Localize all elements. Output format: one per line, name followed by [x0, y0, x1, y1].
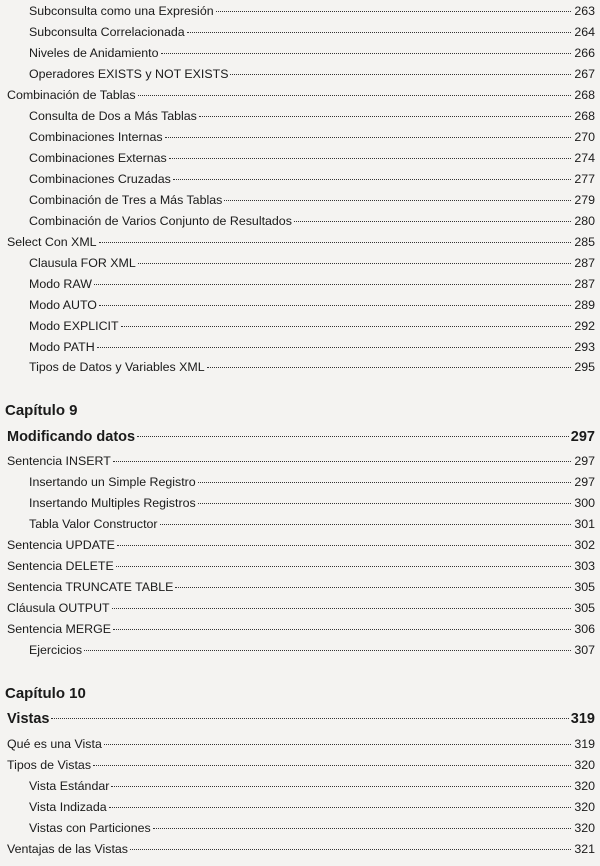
dot-leader	[160, 524, 571, 525]
toc-page-number: 302	[574, 538, 595, 552]
toc-entry-title: Consulta de Dos a Más Tablas	[29, 109, 197, 123]
toc-page-number: 285	[574, 235, 595, 249]
toc-entry-title: Cláusula OUTPUT	[7, 601, 110, 615]
toc-entry-title: Sentencia TRUNCATE TABLE	[7, 580, 174, 594]
toc-entry-title: Qué es una Vista	[7, 737, 102, 751]
toc-entry-niveles-de-anidamiento	[29, 46, 595, 60]
toc-entry-title: Tipos de Vistas	[7, 758, 92, 772]
toc-page-number: 300	[574, 496, 595, 510]
dot-leader	[117, 545, 571, 546]
toc-entry-vista-estandar	[29, 779, 595, 793]
toc-section-modificando-datos	[7, 430, 595, 444]
toc-entry-modo-explicit	[29, 319, 595, 333]
toc-entry-sentencia-truncate-table	[7, 580, 595, 594]
toc-page-number: 274	[574, 151, 595, 165]
toc-page-number: 305	[574, 580, 595, 594]
toc-entry-title: Sentencia DELETE	[7, 559, 114, 573]
dot-leader	[113, 629, 571, 630]
toc-page-number: 297	[574, 475, 595, 489]
toc-entry-title: Sentencia INSERT	[7, 454, 111, 468]
toc-entry-title: Combinación de Tablas	[7, 88, 136, 102]
dot-leader	[224, 200, 571, 201]
toc-page-number: 297	[570, 429, 595, 445]
toc-entry-tabla-valor-constructor	[29, 517, 595, 531]
toc-entry-title: Sentencia UPDATE	[7, 538, 115, 552]
toc-entry-title: Ejercicios	[29, 643, 83, 657]
dot-leader	[99, 305, 571, 306]
toc-page-number: 279	[574, 193, 595, 207]
toc-entry-insertando-un-simple-registro	[29, 475, 595, 489]
toc-entry-title: Combinaciones Externas	[29, 151, 167, 165]
chapter-heading: Capítulo 9	[5, 402, 78, 419]
toc-entry-clausula-for-xml	[29, 256, 595, 270]
toc-page-number: 287	[574, 277, 595, 291]
dot-leader	[153, 828, 571, 829]
toc-entry-vistas-con-particiones	[29, 821, 595, 835]
toc-entry-combinacion-de-tres-a-mas-tablas	[29, 193, 595, 207]
toc-entry-title: Niveles de Anidamiento	[29, 46, 159, 60]
dot-leader	[198, 482, 571, 483]
dot-leader	[138, 263, 571, 264]
dot-leader	[230, 74, 571, 75]
toc-entry-title: Modo AUTO	[29, 298, 97, 312]
dot-leader	[113, 461, 571, 462]
dot-leader	[51, 718, 568, 719]
dot-leader	[207, 367, 571, 368]
toc-page-number: 301	[574, 517, 595, 531]
toc-entry-tipos-de-vistas	[7, 758, 595, 772]
toc-entry-ejercicios	[29, 643, 595, 657]
toc-section-vistas	[7, 712, 595, 726]
toc-entry-operadores-exists-y-not-exists	[29, 67, 595, 81]
toc-entry-title: Subconsulta Correlacionada	[29, 25, 185, 39]
toc-entry-subconsulta-como-una-expresion	[29, 4, 595, 18]
toc-entry-combinacion-de-tablas	[7, 88, 595, 102]
dot-leader	[99, 242, 571, 243]
dot-leader	[94, 284, 571, 285]
toc-page-number: 280	[574, 214, 595, 228]
toc-page-number: 320	[574, 779, 595, 793]
toc-entry-title: Operadores EXISTS y NOT EXISTS	[29, 67, 229, 81]
toc-page-number: 320	[574, 821, 595, 835]
dot-leader	[161, 53, 572, 54]
dot-leader	[111, 786, 571, 787]
toc-entry-clausula-output	[7, 601, 595, 615]
dot-leader	[116, 566, 571, 567]
dot-leader	[169, 158, 571, 159]
toc-entry-title: Clausula FOR XML	[29, 256, 136, 270]
dot-leader	[93, 765, 571, 766]
toc-entry-title: Tabla Valor Constructor	[29, 517, 158, 531]
toc-entry-modo-path	[29, 340, 595, 354]
toc-page-number: 267	[574, 67, 595, 81]
dot-leader	[216, 11, 571, 12]
toc-entry-title: Subconsulta como una Expresión	[29, 4, 214, 18]
toc-entry-title: Tipos de Datos y Variables XML	[29, 360, 205, 374]
toc-entry-title: Modo PATH	[29, 340, 95, 354]
toc-page-number: 320	[574, 758, 595, 772]
toc-page-number: 303	[574, 559, 595, 573]
toc-entry-vista-indizada	[29, 800, 595, 814]
toc-entry-title: Vistas	[7, 711, 50, 727]
toc-entry-combinaciones-cruzadas	[29, 172, 595, 186]
toc-entry-title: Ventajas de las Vistas	[7, 842, 129, 856]
dot-leader	[175, 587, 571, 588]
toc-page-number: 295	[574, 360, 595, 374]
dot-leader	[121, 326, 571, 327]
toc-entry-title: Combinación de Tres a Más Tablas	[29, 193, 223, 207]
toc-page-number: 293	[574, 340, 595, 354]
toc-page-number: 321	[574, 842, 595, 856]
toc-entry-title: Vista Estándar	[29, 779, 110, 793]
dot-leader	[112, 608, 571, 609]
toc-entry-modo-raw	[29, 277, 595, 291]
dot-leader	[97, 347, 571, 348]
toc-page-number: 268	[574, 88, 595, 102]
toc-page-number: 320	[574, 800, 595, 814]
toc-entry-title: Combinaciones Cruzadas	[29, 172, 171, 186]
dot-leader	[104, 744, 571, 745]
toc-entry-title: Modo EXPLICIT	[29, 319, 119, 333]
toc-entry-title: Select Con XML	[7, 235, 97, 249]
toc-entry-sentencia-update	[7, 538, 595, 552]
toc-entry-combinaciones-internas	[29, 130, 595, 144]
dot-leader	[137, 436, 569, 437]
toc-entry-insertando-multiples-registros	[29, 496, 595, 510]
toc-entry-modo-auto	[29, 298, 595, 312]
toc-page-number: 270	[574, 130, 595, 144]
toc-page-number: 319	[570, 711, 595, 727]
toc-entry-que-es-una-vista	[7, 737, 595, 751]
toc-page-number: 264	[574, 25, 595, 39]
toc-entry-title: Modificando datos	[7, 429, 136, 445]
toc-entry-title: Insertando un Simple Registro	[29, 475, 196, 489]
toc-entry-title: Modo RAW	[29, 277, 92, 291]
dot-leader	[187, 32, 571, 33]
toc-page-number: 287	[574, 256, 595, 270]
dot-leader	[198, 503, 571, 504]
dot-leader	[165, 137, 571, 138]
toc-page-number: 292	[574, 319, 595, 333]
toc-entry-sentencia-insert	[7, 454, 595, 468]
toc-entry-sentencia-delete	[7, 559, 595, 573]
toc-page-number: 297	[574, 454, 595, 468]
dot-leader	[84, 650, 571, 651]
dot-leader	[109, 807, 571, 808]
toc-page-number: 268	[574, 109, 595, 123]
dot-leader	[294, 221, 571, 222]
toc-entry-tipos-de-datos-y-variables-xml	[29, 360, 595, 374]
dot-leader	[173, 179, 571, 180]
toc-page-number: 289	[574, 298, 595, 312]
toc-entry-consulta-de-dos-a-mas-tablas	[29, 109, 595, 123]
toc-page-number: 306	[574, 622, 595, 636]
dot-leader	[130, 849, 571, 850]
toc-entry-title: Vistas con Particiones	[29, 821, 151, 835]
toc-page-number: 319	[574, 737, 595, 751]
toc-entry-title: Vista Indizada	[29, 800, 107, 814]
toc-entry-title: Combinación de Varios Conjunto de Resultados	[29, 214, 292, 228]
toc-entry-ventajas-de-las-vistas	[7, 842, 595, 856]
toc-entry-title: Sentencia MERGE	[7, 622, 111, 636]
dot-leader	[199, 116, 571, 117]
toc-page-number: 307	[574, 643, 595, 657]
toc-entry-sentencia-merge	[7, 622, 595, 636]
toc-entry-title: Combinaciones Internas	[29, 130, 163, 144]
toc-entry-combinaciones-externas	[29, 151, 595, 165]
dot-leader	[138, 95, 571, 96]
toc-entry-title: Insertando Multiples Registros	[29, 496, 196, 510]
toc-entry-combinacion-de-varios-conjunto-de-resultados	[29, 214, 595, 228]
toc-entry-subconsulta-correlacionada	[29, 25, 595, 39]
chapter-heading: Capítulo 10	[5, 685, 86, 702]
toc-entry-select-con-xml	[7, 235, 595, 249]
toc-page-number: 266	[574, 46, 595, 60]
toc-page-number: 305	[574, 601, 595, 615]
toc-page-number: 263	[574, 4, 595, 18]
toc-page-number: 277	[574, 172, 595, 186]
